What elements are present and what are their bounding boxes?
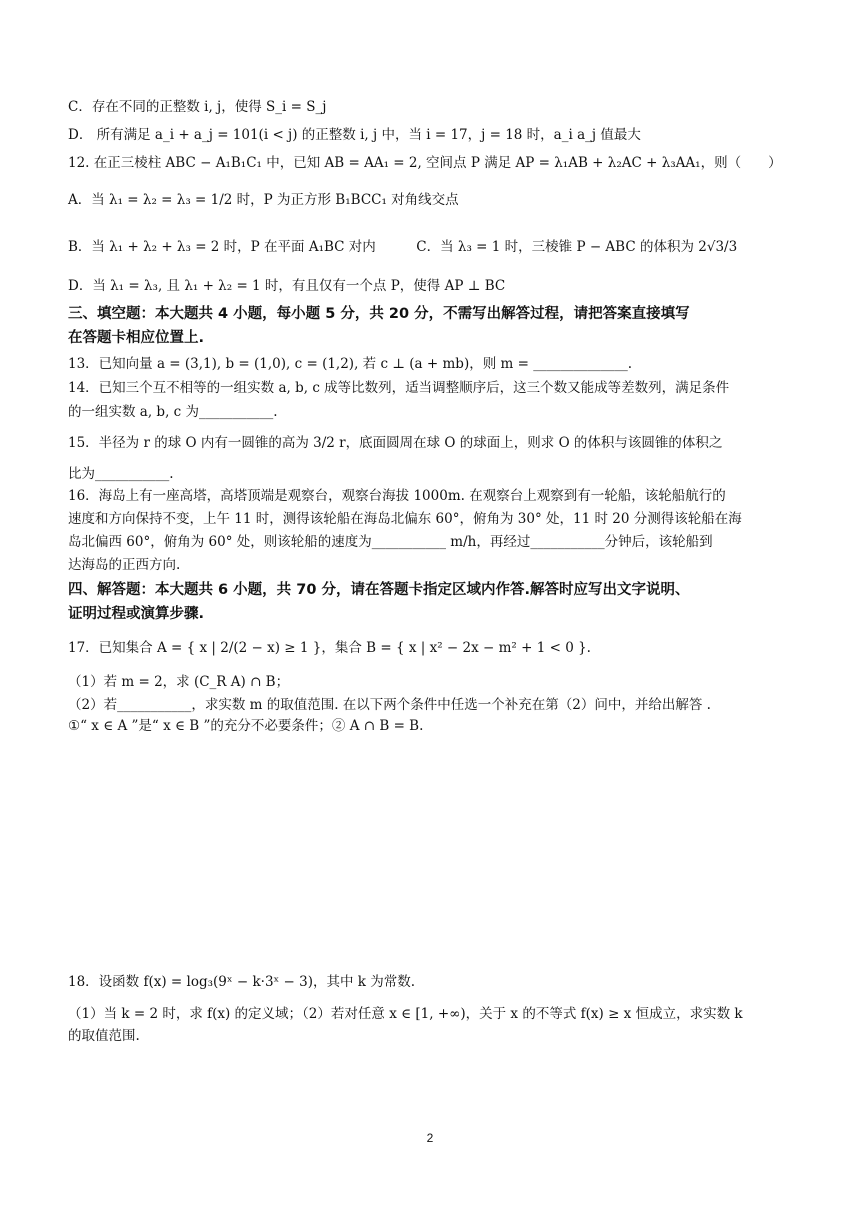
question-17-conditions: ①“ x ∈ A ”是“ x ∈ B ”的充分不必要条件；② A ∩ B = B. xyxy=(68,718,424,734)
section-4-heading: 四、解答题：本大题共 6 小题，共 70 分，请在答题卡指定区域内作答.解答时应写出文字说明、 xyxy=(68,582,690,598)
question-15-cont: 比为___________. xyxy=(68,466,174,482)
question-17-part2: （2）若___________，求实数 m 的取值范围. 在以下两个条件中任选一个补充在第（2）问中，并给出解答 . xyxy=(68,697,711,713)
question-18-parts: （1）当 k = 2 时，求 f(x) 的定义域；（2）若对任意 x ∈ [1, +∞)，关于 x 的不等式 f(x) ≥ x 恒成立，求实数 k xyxy=(68,1006,743,1022)
option-a-q12: A．当 λ₁ = λ₂ = λ₃ = 1/2 时，P 为正方形 B₁BCC₁ 对角线交点 xyxy=(68,192,459,208)
question-17-part1: （1）若 m = 2，求 (C_R A) ∩ B； xyxy=(68,674,290,690)
section-4-heading-cont: 证明过程或演算步骤. xyxy=(68,606,205,622)
question-14-cont: 的一组实数 a, b, c 为___________. xyxy=(68,404,278,420)
question-12: 12. 在正三棱柱 ABC − A₁B₁C₁ 中，已知 AB = AA₁ = 2, 空间点 P 满足 AP = λ₁AB + λ₂AC + λ₃AA₁，则（ ） xyxy=(68,155,782,171)
section-3-heading-cont: 在答题卡相应位置上. xyxy=(68,330,205,346)
question-14: 14．已知三个互不相等的一组实数 a, b, c 成等比数列，适当调整顺序后，这三个数又能成等差数列，满足条件 xyxy=(68,380,730,396)
question-16-line4: 达海岛的正西方向. xyxy=(68,557,181,573)
question-15: 15．半径为 r 的球 O 内有一圆锥的高为 3/2 r，底面圆周在球 O 的球面上，则求 O 的体积与该圆锥的体积之 xyxy=(68,435,723,451)
question-13: 13．已知向量 a = (3,1), b = (1,0), c = (1,2), 若 c ⊥ (a + mb)，则 m = ______________. xyxy=(68,356,632,372)
page-number: 2 xyxy=(426,1131,434,1145)
section-3-heading: 三、填空题：本大题共 4 小题，每小题 5 分，共 20 分，不需写出解答过程，请把答案直接填写 xyxy=(68,306,690,322)
option-d-q12: D．当 λ₁ = λ₃, 且 λ₁ + λ₂ = 1 时，有且仅有一个点 P，使得 AP ⊥ BC xyxy=(68,278,506,294)
option-d-q11: D． 所有满足 a_i + a_j = 101(i < j) 的正整数 i, j 中，当 i = 17，j = 18 时，a_i a_j 值最大 xyxy=(68,127,641,143)
question-16-line2: 速度和方向保持不变，上午 11 时，测得该轮船在海岛北偏东 60°，俯角为 30° 处，11 时 20 分测得该轮船在海 xyxy=(68,511,742,527)
option-bc-q12: B．当 λ₁ + λ₂ + λ₃ = 2 时，P 在平面 A₁BC 对内 C．当 λ₃ = 1 时，三棱锥 P − ABC 的体积为 2√3/3 xyxy=(68,239,738,255)
question-18: 18．设函数 f(x) = log₃(9ˣ − k·3ˣ − 3)，其中 k 为常数. xyxy=(68,974,416,990)
question-16-line3: 岛北偏西 60°，俯角为 60° 处，则该轮船的速度为___________ m/h，再经过___________分钟后，该轮船到 xyxy=(68,534,713,550)
question-16: 16．海岛上有一座高塔，高塔顶端是观察台，观察台海拔 1000m. 在观察台上观察到有一轮船，该轮船航行的 xyxy=(68,488,726,504)
question-17: 17．已知集合 A = { x | 2/(2 − x) ≥ 1 }，集合 B = { x | x² − 2x − m² + 1 < 0 }. xyxy=(68,640,591,656)
option-c-q11: C．存在不同的正整数 i, j，使得 S_i = S_j xyxy=(68,99,327,115)
question-18-cont: 的取值范围. xyxy=(68,1028,140,1044)
